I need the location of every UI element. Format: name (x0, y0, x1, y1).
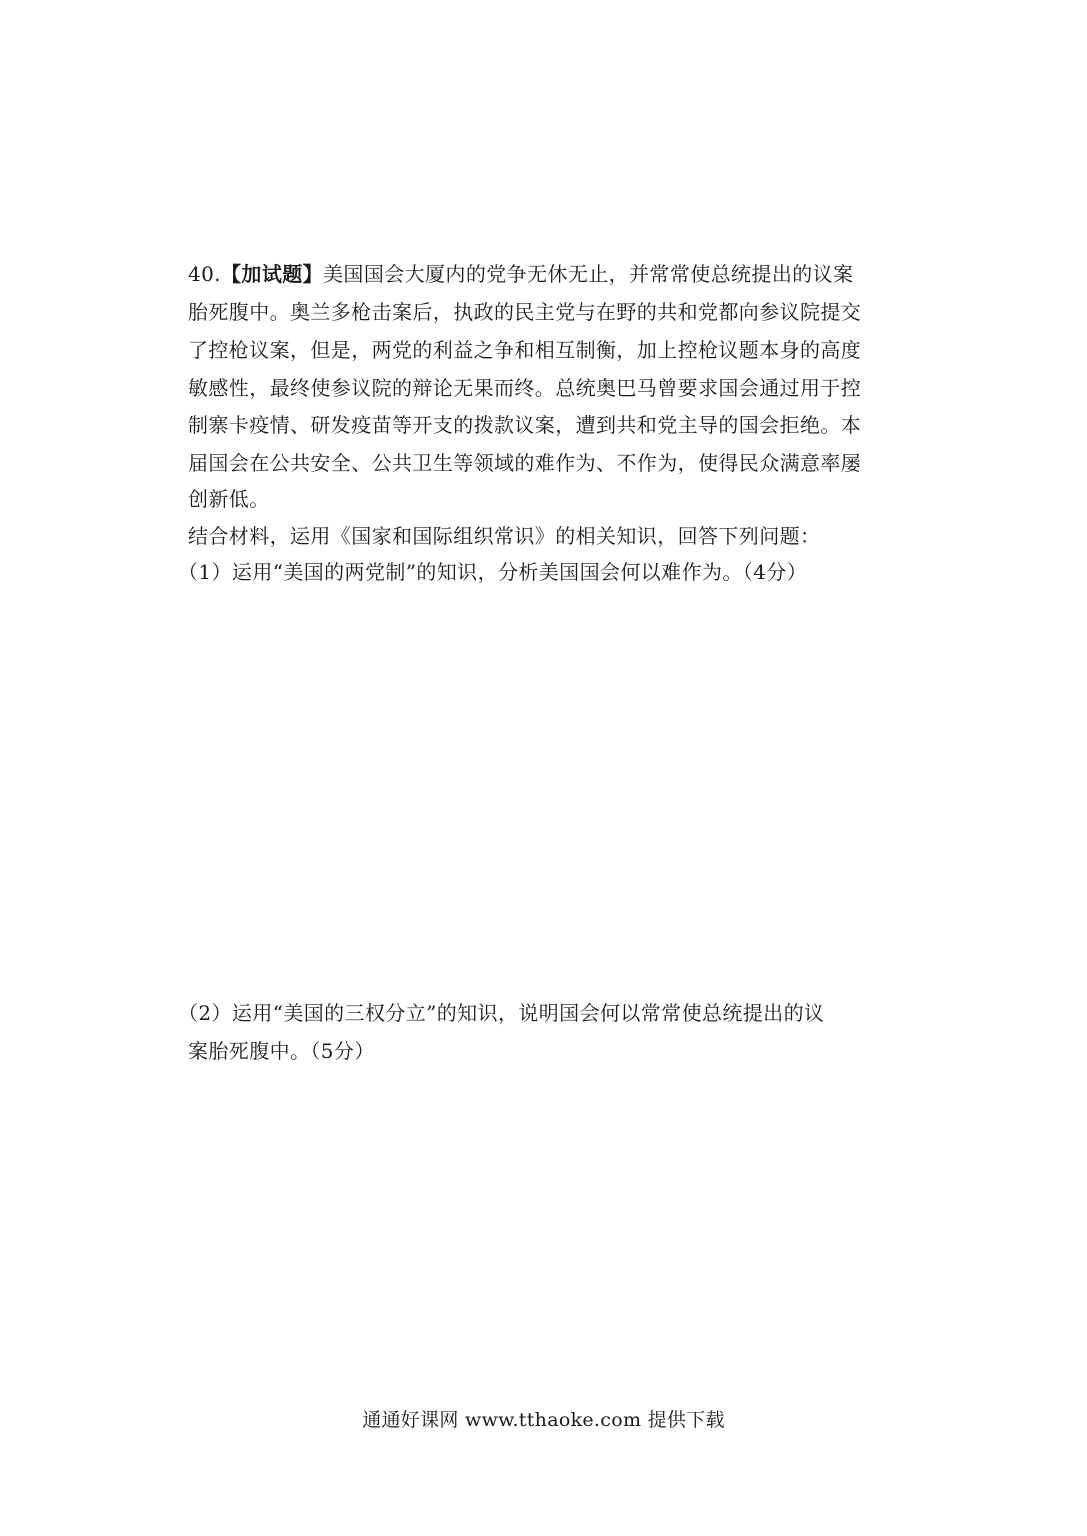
sub-question-2-line-1: （2）运用“美国的三权分立”的知识，说明国会何以常常使总统提出的议 (178, 1001, 825, 1025)
question-first-line (188, 262, 904, 286)
instruction-text: 结合材料，运用《国家和国际组织常识》的相关知识，回答下列问题： (188, 524, 821, 548)
material-line-1: 美国国会大厦内的党争无休无止，并常常使总统提出的议案 (323, 262, 854, 286)
sub-question-2-line-2: 案胎死腹中。（5分） (188, 1039, 375, 1063)
material-line-6: 届国会在公共安全、公共卫生等领域的难作为、不作为，使得民众满意率屡 (188, 451, 862, 475)
material-line-3: 了控枪议案，但是，两党的利益之争和相互制衡，加上控枪议题本身的高度 (188, 338, 862, 362)
material-line-2: 胎死腹中。奥兰多枪击案后，执政的民主党与在野的共和党都向参议院提交 (188, 300, 862, 324)
material-line-5: 制寨卡疫情、研发疫苗等开支的拨款议案，遭到共和党主导的国会拒绝。本 (188, 413, 862, 437)
question-number: 40. (188, 262, 222, 286)
question-tag: 【加试题】 (221, 262, 324, 286)
footer-source: 通通好课网 www.tthaoke.com 提供下载 (362, 1409, 725, 1431)
sub-question-1: （1）运用“美国的两党制”的知识，分析美国国会何以难作为。（4分） (178, 560, 808, 584)
material-line-4: 敏感性，最终使参议院的辩论无果而终。总统奥巴马曾要求国会通过用于控 (188, 376, 862, 400)
material-line-7: 创新低。 (188, 487, 270, 511)
